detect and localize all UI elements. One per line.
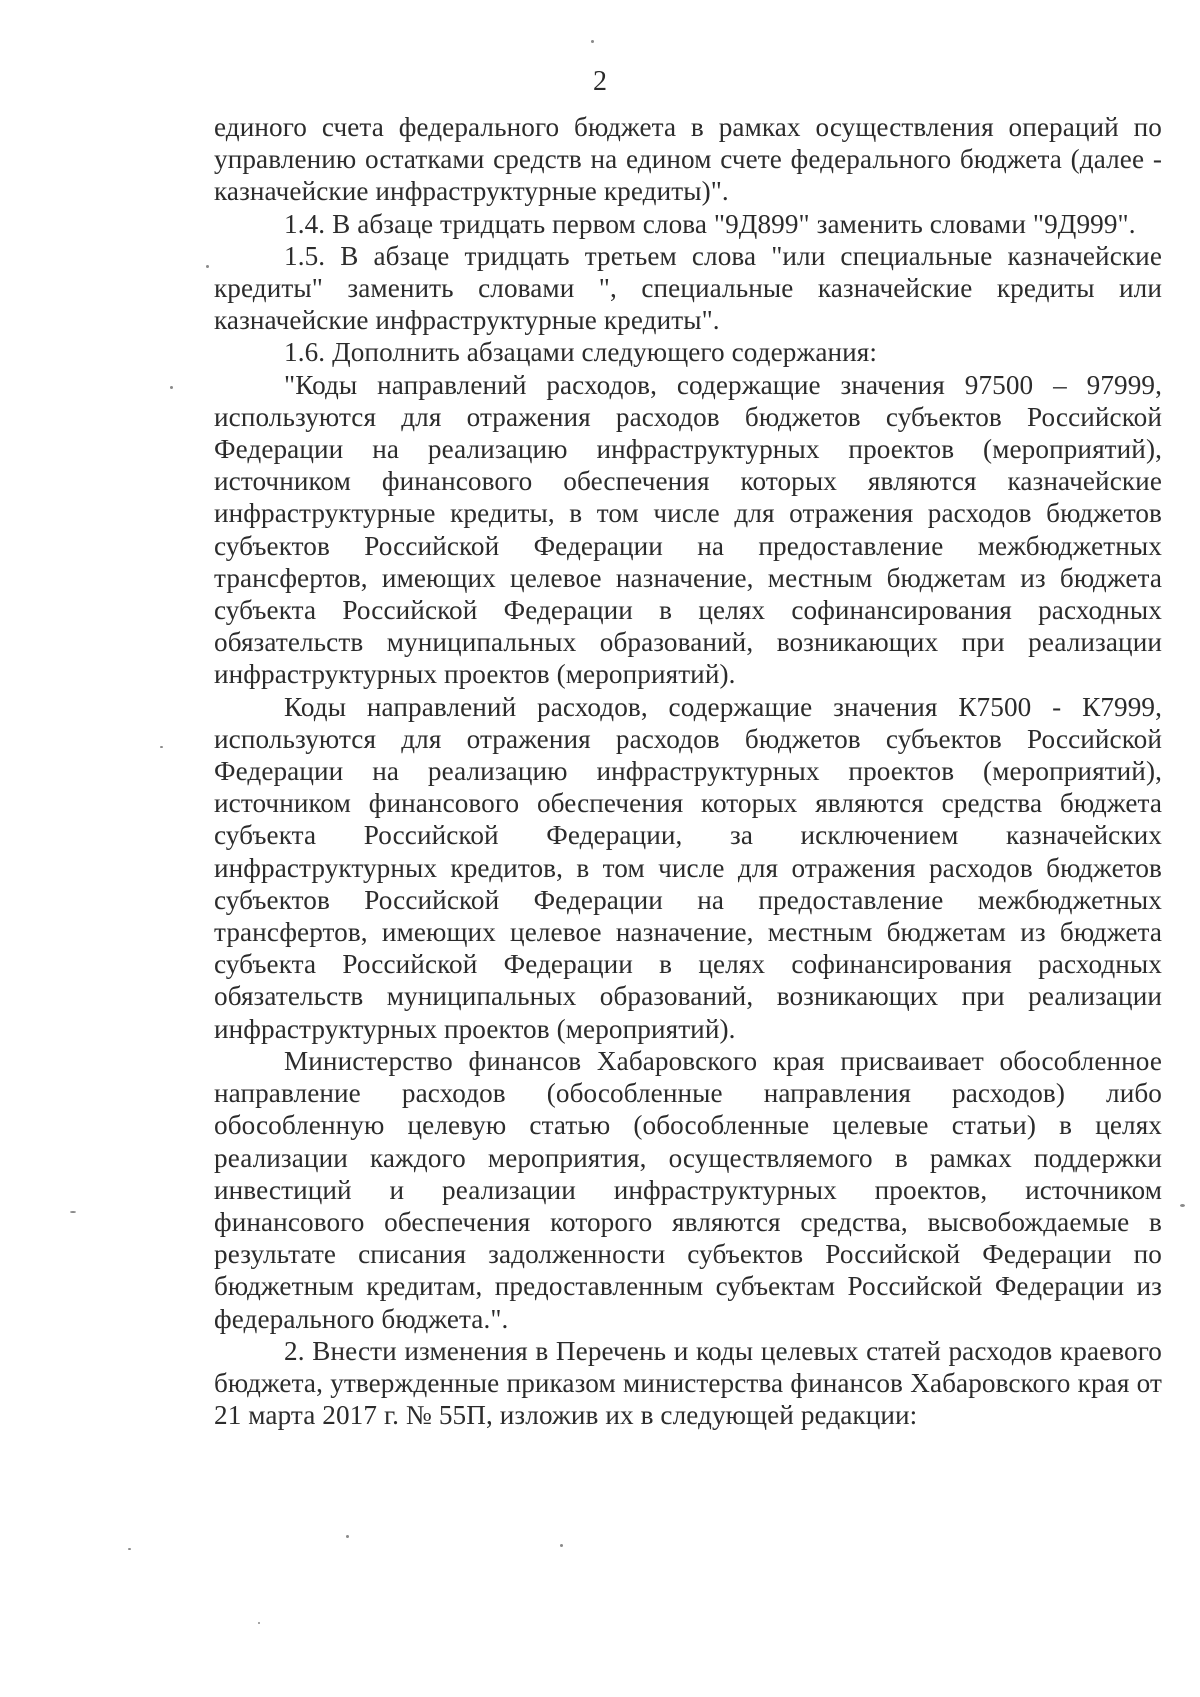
paragraph-item-1-5: 1.5. В абзаце тридцать третьем слова "или специальные казначейские кредиты" заменить словами ", специальные казначейские кредиты или казначейские инфраструктурные кредиты". — [214, 240, 1162, 336]
paragraph-item-2: 2. Внести изменения в Перечень и коды целевых статей расходов краевого бюджета, утвержденные приказом министерства финансов Хабаровского края от 21 марта 2017 г. № 55П, изложив их в следующей редакции: — [214, 1335, 1162, 1431]
scan-speck — [70, 1211, 76, 1213]
scan-speck — [128, 1548, 131, 1550]
paragraph-continuation: единого счета федерального бюджета в рамках осуществления операций по управлению остатками средств на едином счете федерального бюджета (далее - казначейские инфраструктурные кредиты)". — [214, 112, 1162, 207]
scan-speck — [258, 1622, 260, 1624]
document-body — [214, 111, 1162, 1431]
scan-speck — [170, 386, 173, 389]
paragraph-codes-k7500: Коды направлений расходов, содержащие значения К7500 - К7999, используются для отражения расходов бюджетов субъектов Российской Федерации на реализацию инфраструктурных проектов (мероприятий), источником финансового обеспечения которых являются средства бюджета субъекта Российской Федерации, за исключением казначейских инфраструктурных кредитов, в том числе для отражения расходов бюджетов субъектов Российской Федерации на предоставление межбюджетных трансфертов, имеющих целевое назначение, местным бюджетам из бюджета субъекта Российской Федерации в целях софинансирования расходных обязательств муниципальных образований, возникающих при реализации инфраструктурных проектов (мероприятий). — [214, 691, 1162, 1044]
page-number: 2 — [593, 66, 607, 97]
scan-speck — [1180, 1204, 1185, 1207]
scan-speck — [346, 1535, 349, 1538]
scan-speck — [591, 40, 594, 43]
paragraph-item-1-4: 1.4. В абзаце тридцать первом слова "9Д899" заменить словами "9Д999". — [284, 208, 1136, 239]
paragraph-ministry: Министерство финансов Хабаровского края присваивает обособленное направление расходов (обособленные направления расходов) либо обособленную целевую статью (обособленные целевые статьи) в целях реализации каждого мероприятия, осуществляемого в рамках поддержки инвестиций и реализации инфраструктурных проектов, источником финансового обеспечения которого являются средства, высвобождаемые в результате списания задолженности субъектов Российской Федерации по бюджетным кредитам, предоставленным субъектам Российской Федерации из федерального бюджета.". — [214, 1045, 1162, 1334]
paragraph-codes-97500: "Коды направлений расходов, содержащие значения 97500 – 97999, используются для отражения расходов бюджетов субъектов Российской Федерации на реализацию инфраструктурных проектов (мероприятий), источником финансового обеспечения которых являются казначейские инфраструктурные кредиты, в том числе для отражения расходов бюджетов субъектов Российской Федерации на предоставление межбюджетных трансфертов, имеющих целевое назначение, местным бюджетам из бюджета субъекта Российской Федерации в целях софинансирования расходных обязательств муниципальных образований, возникающих при реализации инфраструктурных проектов (мероприятий). — [214, 369, 1162, 690]
paragraph-item-1-6: 1.6. Дополнить абзацами следующего содержания: — [284, 337, 878, 368]
scan-speck — [206, 265, 209, 268]
scan-speck — [560, 1544, 563, 1547]
scan-speck — [160, 746, 163, 748]
